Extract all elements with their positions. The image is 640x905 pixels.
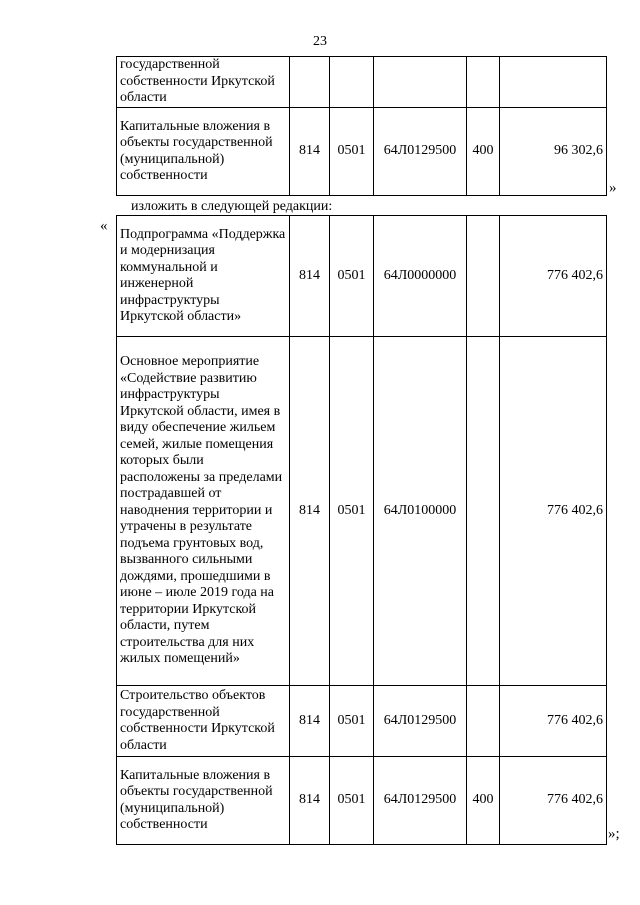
amount-cell: 776 402,6 (500, 686, 607, 757)
section-code-cell (330, 57, 374, 108)
chapter-code-cell: 814 (290, 108, 330, 196)
opening-quote: « (100, 218, 108, 234)
expense-type-cell: 400 (467, 108, 500, 196)
target-article-cell: 64Л0129500 (374, 757, 467, 845)
table-row (117, 337, 607, 686)
amount-cell (500, 57, 607, 108)
table-row (117, 108, 607, 196)
section-code-cell: 0501 (330, 216, 374, 337)
chapter-code-cell: 814 (290, 686, 330, 757)
section-code-cell: 0501 (330, 337, 374, 686)
page-number: 23 (313, 34, 327, 49)
target-article-cell: 64Л0100000 (374, 337, 467, 686)
section-code-cell: 0501 (330, 108, 374, 196)
expense-type-cell (467, 216, 500, 337)
closing-quote: » (609, 180, 617, 196)
row-name-cell: Подпрограмма «Поддержка и модернизация коммунальной и инженерной инфраструктуры Иркутской области» (117, 216, 290, 337)
table-row (117, 686, 607, 757)
row-name-cell: Капитальные вложения в объекты государственной (муниципальной) собственности (117, 757, 290, 845)
row-name-cell: Капитальные вложения в объекты государственной (муниципальной) собственности (117, 108, 290, 196)
edit-instruction: изложить в следующей редакции: (131, 199, 333, 214)
chapter-code-cell (290, 57, 330, 108)
expense-type-cell: 400 (467, 757, 500, 845)
new-budget-table (116, 215, 607, 845)
closing-quote-semicolon: »; (608, 826, 620, 842)
row-name-cell: Строительство объектов государственной собственности Иркутской области (117, 686, 290, 757)
section-code-cell: 0501 (330, 757, 374, 845)
target-article-cell: 64Л0129500 (374, 686, 467, 757)
chapter-code-cell: 814 (290, 216, 330, 337)
amount-cell: 776 402,6 (500, 216, 607, 337)
chapter-code-cell: 814 (290, 337, 330, 686)
table-row (117, 757, 607, 845)
amount-cell: 96 302,6 (500, 108, 607, 196)
target-article-cell (374, 57, 467, 108)
expense-type-cell (467, 57, 500, 108)
target-article-cell: 64Л0000000 (374, 216, 467, 337)
amount-cell: 776 402,6 (500, 757, 607, 845)
expense-type-cell (467, 686, 500, 757)
section-code-cell: 0501 (330, 686, 374, 757)
table-row (117, 216, 607, 337)
table-row (117, 57, 607, 108)
amount-cell: 776 402,6 (500, 337, 607, 686)
expense-type-cell (467, 337, 500, 686)
chapter-code-cell: 814 (290, 757, 330, 845)
old-budget-table (116, 56, 607, 196)
target-article-cell: 64Л0129500 (374, 108, 467, 196)
row-name-cell: Основное мероприятие «Содействие развитию инфраструктуры Иркутской области, имея в виду обеспечение жильем семей, жилые помещения которых были расположены за пределами пострадавшей от наводнения территории и утрачены в результате подъема грунтовых вод, вызванного сильными дождями, прошедшими в июне – июле 2019 года на территории Иркутской области, путем строительства для них жилых помещений» (117, 337, 290, 686)
row-name-cell: государственной собственности Иркутской области (117, 57, 290, 108)
